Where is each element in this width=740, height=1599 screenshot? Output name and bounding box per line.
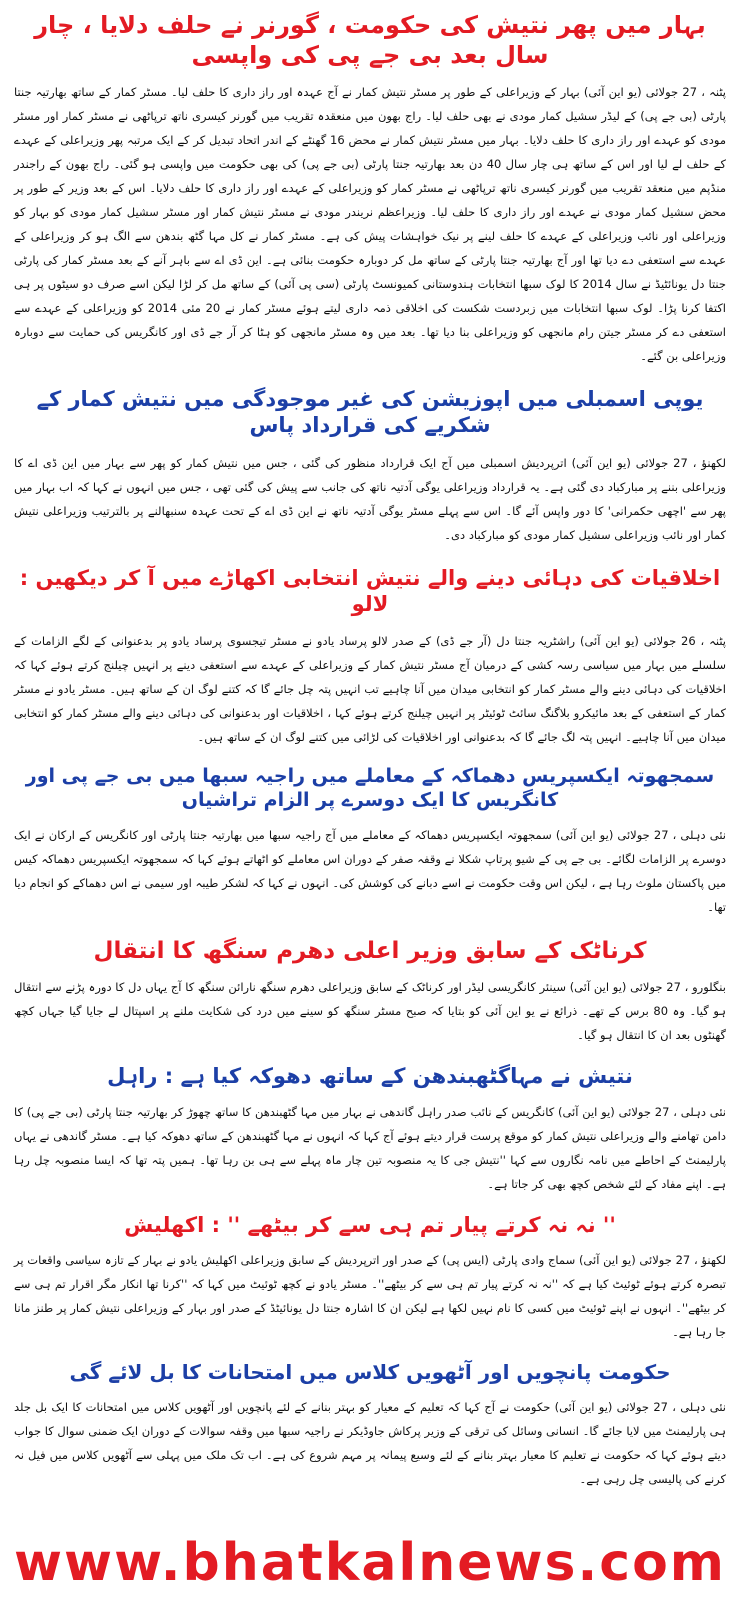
- headline-akhilesh: '' نہ نہ کرتے پیار تم ہی سے کر بیٹھے '' : اکھلیش: [124, 1212, 616, 1237]
- body-dharam-singh: بنگلورو ، 27 جولائی (یو این آئی) سینئر کانگریسی لیڈر اور کرناٹک کے سابق وزیراعلی دھرم سنگھ نارائن سنگھ کا آج یہاں دل کا دورہ پڑنے سے انتقال ہو گیا۔ وہ 80 برس کے تھے۔ ذرائع نے یو این آئی کو بتایا کہ صبح مسٹر سنگھ کو سینے میں درد کی شکایت ملنے پر اسپتال لے جایا گیا جہاں کچھ گھنٹوں بعد ان کا انتقال ہو گیا۔: [14, 980, 727, 1043]
- body-bihar-government: پٹنہ ، 27 جولائی (یو این آئی) بہار کے وزیراعلی کے طور پر مسٹر نتیش کمار نے آج عہدہ اور راز داری کا حلف لیا۔ مسٹر کمار کے ساتھ بھارتیہ جنتا پارٹی (بی جے پی) کے لیڈر سشیل کمار مودی نے بھی حلف لیا۔ راج بھون میں منعقدہ تقریب میں گورنر کیسری ناتھ ترپاٹھی نے مسٹر کمار اور مسٹر مودی کو عہدے اور راز داری کا حلف دلایا۔ بہار میں مسٹر نتیش کمار نے محض 16 گھنٹے کے اندر اتحاد تبدیل کر کے ایک مرتبہ پھر وزیراعلی کے عہدے کے حلف لے لیا اور اس کے ساتھ ہی چار سال 40 دن بعد بھارتیہ جنتا پارٹی (بی جے پی) کی بھی حکومت میں واپسی ہو گئی۔ راج بھون کے راجندر منڈپم میں منعقد تقریب میں گورنر کیسری ناتھ ترپاٹھی نے مسٹر کمار کو وزیراعلی کے عہدے اور راز داری کا حلف دلایا۔ اس کے بعد وزیر کے طور پر محض سشیل کمار مودی نے عہدے اور راز داری کا حلف لیا۔ وزیراعظم نریندر مودی نے مسٹر نتیش کمار اور مسٹر سشیل کمار مودی کو بہار کو وزیراعلی اور نائب وزیراعلی کے عہدے کا حلف لینے پر نیک خواہشات پیش کی ہے۔ مسٹر کمار نے کل مہا گٹھ بندھن سے الگ ہو کر وزیراعلی کے عہدے سے استعفی دے دیا تھا اور آج بھارتیہ جنتا پارٹی کے ساتھ مل کر دوبارہ حکومت بنائی ہے۔ این ڈی اے سے باہر آنے کے بعد مسٹر کمار کی پارٹی جنتا دل یونائٹیڈ نے سال 2014 کا لوک سبھا انتخابات ہندوستانی کمیونسٹ پارٹی (سی پی آئی) کے ساتھ مل کر لڑا لیکن اسے صرف دو سیٹوں پر ہی اکتفا کرنا پڑا۔ لوک سبھا انتخابات میں زبردست شکست کی اخلاقی ذمہ داری لیتے ہوئے مسٹر کمار نے 20 مئی 2014 کو وزیراعلی کے عہدے سے استعفی دے کر مسٹر جیتن رام مانجھی کو وزیراعلی بنا دیا تھا۔ بعد میں وہ مسٹر مانجھی کو ہٹا کر آر جے ڈی اور کانگریس کی حمایت سے دوبارہ وزیراعلی بن گئے۔: [14, 85, 727, 363]
- site-url: www.bhatkalnews.com: [14, 1533, 726, 1593]
- article-exam-bill: [0, 1360, 740, 1491]
- article-samjhauta-express: [0, 765, 740, 919]
- body-exam-bill: نئی دہلی ، 27 جولائی (یو این آئی) حکومت نے آج کہا کہ تعلیم کے معیار کو بہتر بنانے کے لئے پانچویں اور آٹھویں کلاس میں امتحانات کا ایک بل جلد ہی پارلیمنٹ میں لایا جائے گا۔ انسانی وسائل کی ترقی کے وزیر پرکاش جاوڈیکر نے راجیہ سبھا میں وقفہ سوالات کے دوران ایک ضمنی سوال کا جواب دیتے ہوئے کہا کہ حکومت نے تعلیم کا معیار بہتر بنانے کے لئے وسیع پیمانہ پر مہم شروع کی ہے۔ اب تک ملک میں پہلی سے آٹھویں کلاس میں فیل نہ کرنے کی پالیسی چل رہی ہے۔: [14, 1399, 727, 1486]
- headline-rahul: نتیش نے مہاگٹھبندھن کے ساتھ دھوکہ کیا ہے : راہل: [107, 1064, 633, 1089]
- headline-bihar-government: بہار میں پھر نتیش کی حکومت ، گورنر نے حلف دلایا ، چار سال بعد بی جے پی کی واپسی: [34, 11, 706, 69]
- headline-samjhauta-express: سمجھوتہ ایکسپریس دھماکہ کے معاملے میں راجیہ سبھا میں بی جے پی اور کانگریس کا ایک دوسرے پر الزام تراشیاں: [25, 765, 715, 811]
- headline-lalu: اخلاقیات کی دہائی دینے والے نتیش انتخابی اکھاڑے میں آ کر دیکھیں : لالو: [19, 565, 721, 616]
- body-lalu: پٹنہ ، 26 جولائی (یو این آئی) راشٹریہ جنتا دل (آر جے ڈی) کے صدر لالو پرساد یادو نے مسٹر تیجسوی پرساد یادو پر بدعنوانی کے لگے الزامات کے سلسلے میں بہار میں سیاسی رسہ کشی کے درمیان آج مسٹر نتیش کمار کے وزیراعلی کے عہدے سے استعفی دینے پر انہیں چیلنج کرتے ہوئے کہا کہ اخلاقیات کی دہائی دینے والے مسٹر کمار کو انتخابی میدان میں آنا چاہیے تب انہیں پتہ چل جائے گا کہ کتنے لوگ ان کے ساتھ ہیں۔ مسٹر یادو نے مسٹر کمار کے استعفی کے بعد مائیکرو بلاگنگ سائٹ ٹوئیٹر پر انہیں چیلنج کرتے ہوئے کہا ، اخلاقیات اور بدعنوانی کی دہائی دینے والے مسٹر کمار کو انتخابی میدان میں آنا چاہیے۔ انہیں پتہ لگ جائے گا کہ بدعنوانی اور اخلاقیات کی لڑائی میں کتنے لوگ ان کے ساتھ ہیں۔: [14, 634, 726, 744]
- body-akhilesh: لکھنؤ ، 27 جولائی (یو این آئی) سماج وادی پارٹی (ایس پی) کے صدر اور اترپردیش کے سابق وزیراعلی اکھلیش یادو نے بہار کے تازہ سیاسی واقعات پر تبصرہ کرتے ہوئے ٹوئیٹ کیا ہے کہ ''نہ نہ کرتے پیار تم ہی سے کر بیٹھے''۔ مسٹر یادو نے کچھ ٹوئیٹ میں کہا کہ ''کرنا تھا انکار مگر اقرار تم ہی سے کر بیٹھے''۔ انہوں نے اپنے ٹوئیٹ میں کسی کا نام نہیں لکھا ہے لیکن ان کا اشارہ جنتا دل یونائیٹڈ کے صدر اور بہار کے وزیراعلی نتیش کمار پر طنز مانا جا رہا ہے۔: [14, 1252, 726, 1339]
- body-rahul: نئی دہلی ، 27 جولائی (یو این آئی) کانگریس کے نائب صدر راہل گاندھی نے بہار میں مہا گٹھبندھن کا ساتھ چھوڑ کر بھارتیہ جنتا پارٹی (بی جے پی) کا دامن تھامنے والے وزیراعلی نتیش کمار کو موقع پرست قرار دیتے ہوئے آج کہا کہ انہوں نے مہا گٹھبندھن کے ساتھ دھوکہ کیا ہے۔ مسٹر گاندھی نے یہاں پارلیمنٹ کے احاطے میں نامہ نگاروں سے کہا ''نتیش جی کا یہ منصوبہ تین چار ماہ پہلے سے ہی بن رہا تھا۔ ہمیں پتہ تھا کہ ایسا منصوبہ چل رہا ہے۔ اپنے مفاد کے لئے شخص کچھ بھی کر جاتا ہے۔: [14, 1104, 726, 1191]
- body-samjhauta-express: نئی دہلی ، 27 جولائی (یو این آئی) سمجھوتہ ایکسپریس دھماکہ کے معاملے میں آج راجیہ سبھا میں بھارتیہ جنتا پارٹی اور کانگریس کے ارکان نے ایک دوسرے پر الزامات لگائے۔ بی جے پی کے شیو پرتاپ شکلا نے وقفہ صفر کے دوران اس معاملے کو اٹھاتے ہوئے کہا کہ سمجھوتہ ایکسپریس دھماکہ کیس میں پاکستان ملوث رہا ہے ، لیکن اس وقت حکومت نے اسے دبانے کی کوشش کی۔ انہوں نے کہا کہ لشکر طیبہ اور سیمی نے اس دھماکے کو انجام دیا تھا۔: [14, 827, 726, 914]
- article-akhilesh: [0, 1212, 740, 1344]
- headline-exam-bill: حکومت پانچویں اور آٹھویں کلاس میں امتحانات کا بل لائے گی: [69, 1359, 671, 1384]
- headline-dharam-singh: کرناٹک کے سابق وزیر اعلی دھرم سنگھ کا انتقال: [93, 937, 647, 964]
- article-rahul: [0, 1063, 740, 1195]
- article-bihar-government: [0, 0, 740, 368]
- article-lalu: [0, 565, 740, 750]
- headline-up-assembly: یوپی اسمبلی میں اپوزیشن کی غیر موجودگی میں نتیش کمار کے شکریے کی قرارداد پاس: [36, 387, 704, 438]
- article-up-assembly: [0, 386, 740, 547]
- body-up-assembly: لکھنؤ ، 27 جولائی (یو این آئی) اترپردیش اسمبلی میں آج ایک قرارداد منظور کی گئی ، جس میں نتیش کمار کو پھر سے بہار میں این ڈی اے کا وزیراعلی بننے پر مبارکباد دی گئی ہے۔ یہ قرارداد وزیراعلی یوگی آدتیہ ناتھ کی جانب سے پیش کی گئی تھی ، جس میں انہوں نے کہا کہ اب بہار میں پھر سے 'اچھی حکمرانی' کا دور واپس آئے گا۔ اس سے پہلے مسٹر یوگی آدتیہ ناتھ نے این ڈی اے کے تحت عہدہ سنبھالنے پر بالترتیب وزیراعلی نتیش کمار اور نائب وزیراعلی سشیل کمار مودی کو مبارکباد دی۔: [14, 455, 726, 542]
- article-dharam-singh: [0, 937, 740, 1048]
